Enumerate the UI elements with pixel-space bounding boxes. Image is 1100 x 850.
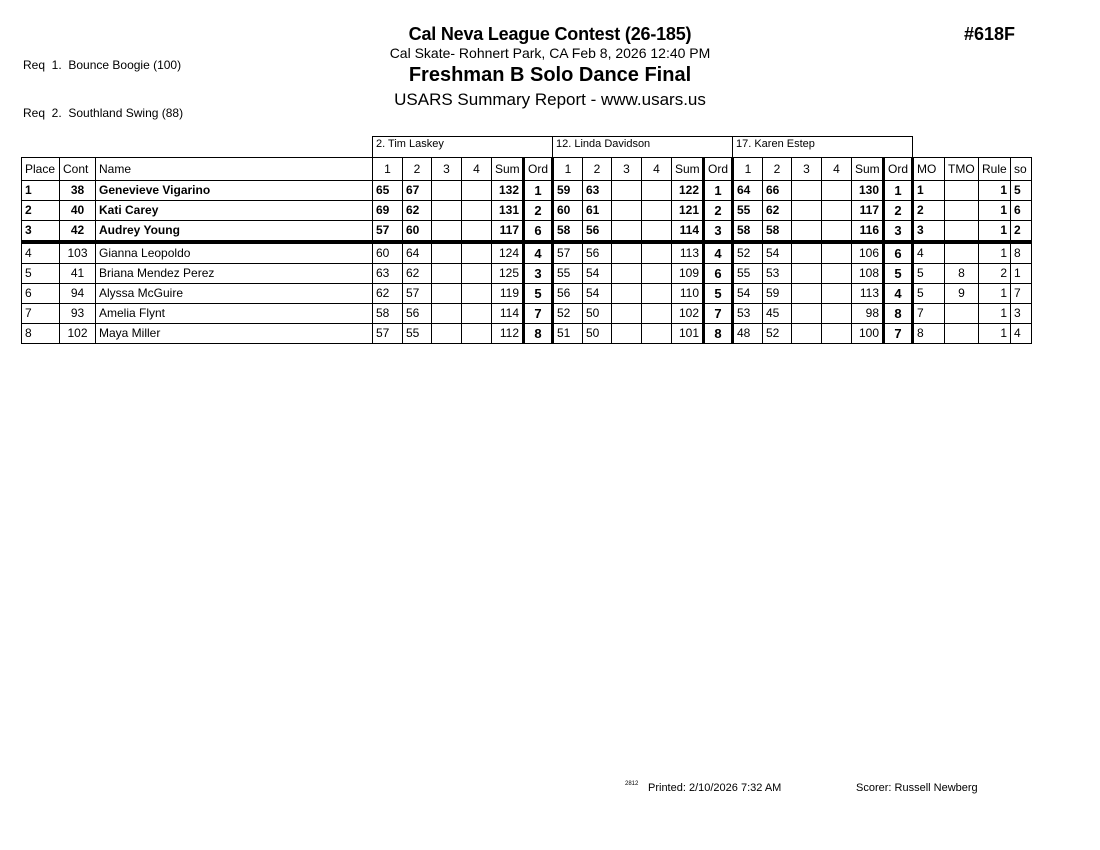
judge-3-ordinal: 4 <box>884 284 913 304</box>
judge-1-score-3 <box>432 181 462 201</box>
judge-1-sum: 124 <box>492 242 524 264</box>
judge-3-score-1: 54 <box>733 284 763 304</box>
so-cell: 4 <box>1011 324 1032 344</box>
place-cell: 6 <box>22 284 60 304</box>
judge-2-score-4 <box>642 242 672 264</box>
judge-2-score-1: 57 <box>553 242 583 264</box>
judge-1-score-4-header: 4 <box>462 158 492 181</box>
judge-3-score-1: 53 <box>733 304 763 324</box>
table-row <box>22 304 1032 324</box>
judge-2-sum: 109 <box>672 264 704 284</box>
judge-2-score-1: 59 <box>553 181 583 201</box>
judge-3-score-3 <box>792 221 822 243</box>
judge-3-score-2: 54 <box>763 242 792 264</box>
judge-1-score-4 <box>462 304 492 324</box>
judge-1-score-2: 56 <box>403 304 432 324</box>
judge-2-ordinal: 2 <box>704 201 733 221</box>
table-row <box>22 324 1032 344</box>
place-cell: 8 <box>22 324 60 344</box>
judge-2-score-3 <box>612 324 642 344</box>
tmo-cell <box>945 304 979 324</box>
judge-1-sum: 112 <box>492 324 524 344</box>
table-row <box>22 181 1032 201</box>
mo-header: MO <box>913 158 945 181</box>
rule-cell: 1 <box>979 181 1011 201</box>
judge-3-ordinal: 2 <box>884 201 913 221</box>
judge-2-score-4 <box>642 201 672 221</box>
judge-1-sum: 131 <box>492 201 524 221</box>
judge-1-score-4 <box>462 264 492 284</box>
judge-3-ordinal: 5 <box>884 264 913 284</box>
judge-1-score-3 <box>432 221 462 243</box>
judge-header-row <box>22 137 1032 158</box>
judge-2-score-2: 54 <box>583 284 612 304</box>
place-cell: 5 <box>22 264 60 284</box>
judge-2-sum: 122 <box>672 181 704 201</box>
judge-3-score-4 <box>822 284 852 304</box>
judge-3-ordinal: 3 <box>884 221 913 243</box>
skater-name: Maya Miller <box>96 324 373 344</box>
tmo-cell <box>945 221 979 243</box>
cont-cell: 93 <box>60 304 96 324</box>
judge-3-sum: 116 <box>852 221 884 243</box>
tmo-cell: 8 <box>945 264 979 284</box>
rule-header: Rule <box>979 158 1011 181</box>
judge-2-name: 12. Linda Davidson <box>553 137 733 158</box>
judge-2-score-2: 50 <box>583 304 612 324</box>
skater-name: Amelia Flynt <box>96 304 373 324</box>
place-cell: 1 <box>22 181 60 201</box>
judge-2-score-1: 60 <box>553 201 583 221</box>
judge-1-score-1: 62 <box>373 284 403 304</box>
rule-cell: 1 <box>979 304 1011 324</box>
judge-3-sum: 98 <box>852 304 884 324</box>
judge-2-score-3 <box>612 242 642 264</box>
so-cell: 1 <box>1011 264 1032 284</box>
judge-2-sum: 121 <box>672 201 704 221</box>
judge-1-name: 2. Tim Laskey <box>373 137 553 158</box>
judge-2-ordinal: 4 <box>704 242 733 264</box>
judge-1-score-4 <box>462 201 492 221</box>
judge-1-score-4 <box>462 181 492 201</box>
judge-1-sum: 114 <box>492 304 524 324</box>
judge-2-score-3-header: 3 <box>612 158 642 181</box>
judge-1-score-1: 65 <box>373 181 403 201</box>
judge-1-sum: 125 <box>492 264 524 284</box>
judge-2-score-4 <box>642 324 672 344</box>
mo-cell: 3 <box>913 221 945 243</box>
judge-1-score-3 <box>432 242 462 264</box>
so-header: so <box>1011 158 1032 181</box>
judge-2-sum: 102 <box>672 304 704 324</box>
judge-1-ordinal: 5 <box>524 284 553 304</box>
judge-1-score-2: 55 <box>403 324 432 344</box>
judge-3-score-3-header: 3 <box>792 158 822 181</box>
mo-cell: 4 <box>913 242 945 264</box>
place-cell: 7 <box>22 304 60 324</box>
judge-1-ordinal: 6 <box>524 221 553 243</box>
judge-2-sum: 114 <box>672 221 704 243</box>
judge-3-name: 17. Karen Estep <box>733 137 913 158</box>
judge-1-score-3 <box>432 264 462 284</box>
skater-name: Audrey Young <box>96 221 373 243</box>
judge-2-score-3 <box>612 284 642 304</box>
judge-1-score-3 <box>432 304 462 324</box>
judge-2-sum-header: Sum <box>672 158 704 181</box>
judge-2-score-1: 58 <box>553 221 583 243</box>
rule-cell: 1 <box>979 242 1011 264</box>
requirement-1: Req 1. Bounce Boogie (100) <box>23 58 182 72</box>
column-header-row <box>22 158 1032 181</box>
judge-3-sum: 100 <box>852 324 884 344</box>
judge-3-score-1: 52 <box>733 242 763 264</box>
report-title: USARS Summary Report - www.usars.us <box>394 90 706 109</box>
judge-2-score-1: 51 <box>553 324 583 344</box>
table-row <box>22 242 1032 264</box>
judge-2-ordinal: 8 <box>704 324 733 344</box>
cont-cell: 94 <box>60 284 96 304</box>
judge-3-sum: 108 <box>852 264 884 284</box>
judge-3-score-2: 45 <box>763 304 792 324</box>
judge-1-score-1: 57 <box>373 221 403 243</box>
judge-1-score-3 <box>432 201 462 221</box>
cont-cell: 42 <box>60 221 96 243</box>
printed-date: Printed: 2/10/2026 7:32 AM <box>648 782 782 794</box>
judge-1-sum: 117 <box>492 221 524 243</box>
skater-name: Gianna Leopoldo <box>96 242 373 264</box>
judge-3-score-3 <box>792 284 822 304</box>
so-cell: 2 <box>1011 221 1032 243</box>
cont-cell: 102 <box>60 324 96 344</box>
judge-2-score-2: 61 <box>583 201 612 221</box>
judge-1-ordinal: 7 <box>524 304 553 324</box>
judge-1-ordinal: 1 <box>524 181 553 201</box>
place-cell: 4 <box>22 242 60 264</box>
so-cell: 7 <box>1011 284 1032 304</box>
so-cell: 5 <box>1011 181 1032 201</box>
judge-2-score-2: 50 <box>583 324 612 344</box>
judge-2-ord-header: Ord <box>704 158 733 181</box>
judge-3-score-2: 62 <box>763 201 792 221</box>
judge-2-score-2-header: 2 <box>583 158 612 181</box>
place-cell: 2 <box>22 201 60 221</box>
judge-3-score-2: 58 <box>763 221 792 243</box>
judge-3-score-3 <box>792 242 822 264</box>
results-table <box>21 136 1032 344</box>
judge-2-score-4 <box>642 284 672 304</box>
judge-3-score-3 <box>792 304 822 324</box>
rule-cell: 1 <box>979 284 1011 304</box>
judge-1-score-4 <box>462 284 492 304</box>
judge-1-ordinal: 4 <box>524 242 553 264</box>
judge-2-score-1: 52 <box>553 304 583 324</box>
table-row <box>22 201 1032 221</box>
tmo-cell <box>945 242 979 264</box>
judge-1-score-1: 69 <box>373 201 403 221</box>
judge-3-ordinal: 6 <box>884 242 913 264</box>
judge-3-score-4 <box>822 304 852 324</box>
judge-1-score-1-header: 1 <box>373 158 403 181</box>
skater-name: Briana Mendez Perez <box>96 264 373 284</box>
mo-cell: 2 <box>913 201 945 221</box>
judge-1-score-2: 60 <box>403 221 432 243</box>
mo-cell: 5 <box>913 284 945 304</box>
judge-1-sum: 119 <box>492 284 524 304</box>
judge-1-score-4 <box>462 242 492 264</box>
judge-2-ordinal: 1 <box>704 181 733 201</box>
so-cell: 3 <box>1011 304 1032 324</box>
judge-3-score-1: 48 <box>733 324 763 344</box>
judge-3-score-1: 55 <box>733 264 763 284</box>
tmo-cell <box>945 181 979 201</box>
judge-3-ordinal: 7 <box>884 324 913 344</box>
table-row <box>22 221 1032 243</box>
skater-name: Kati Carey <box>96 201 373 221</box>
judge-3-score-2: 52 <box>763 324 792 344</box>
judge-3-score-2-header: 2 <box>763 158 792 181</box>
mo-cell: 7 <box>913 304 945 324</box>
judge-2-score-3 <box>612 304 642 324</box>
judge-1-score-1: 58 <box>373 304 403 324</box>
place-header: Place <box>22 158 60 181</box>
judge-3-score-4 <box>822 181 852 201</box>
mo-cell: 5 <box>913 264 945 284</box>
judge-3-sum: 130 <box>852 181 884 201</box>
judge-3-score-4 <box>822 201 852 221</box>
judge-3-score-3 <box>792 181 822 201</box>
judge-2-sum: 101 <box>672 324 704 344</box>
so-cell: 6 <box>1011 201 1032 221</box>
judge-3-score-2: 66 <box>763 181 792 201</box>
judge-2-ordinal: 5 <box>704 284 733 304</box>
judge-2-score-2: 56 <box>583 221 612 243</box>
judge-1-score-2: 67 <box>403 181 432 201</box>
cont-header: Cont <box>60 158 96 181</box>
judge-2-score-2: 56 <box>583 242 612 264</box>
judge-3-ordinal: 1 <box>884 181 913 201</box>
judge-3-score-4 <box>822 264 852 284</box>
rule-cell: 1 <box>979 201 1011 221</box>
judge-3-score-4-header: 4 <box>822 158 852 181</box>
rule-cell: 1 <box>979 221 1011 243</box>
judge-2-score-4 <box>642 221 672 243</box>
judge-2-score-3 <box>612 181 642 201</box>
judge-1-score-3 <box>432 284 462 304</box>
judge-2-score-1: 55 <box>553 264 583 284</box>
tmo-cell <box>945 324 979 344</box>
table-row <box>22 284 1032 304</box>
judge-1-score-2-header: 2 <box>403 158 432 181</box>
place-cell: 3 <box>22 221 60 243</box>
judge-3-score-2: 59 <box>763 284 792 304</box>
judge-1-sum-header: Sum <box>492 158 524 181</box>
judge-3-sum-header: Sum <box>852 158 884 181</box>
judge-1-ordinal: 2 <box>524 201 553 221</box>
judge-2-score-4 <box>642 264 672 284</box>
judge-3-score-1: 58 <box>733 221 763 243</box>
judge-3-score-1: 64 <box>733 181 763 201</box>
judge-3-sum: 113 <box>852 284 884 304</box>
judge-3-score-4 <box>822 221 852 243</box>
cont-cell: 40 <box>60 201 96 221</box>
mo-cell: 1 <box>913 181 945 201</box>
rule-cell: 2 <box>979 264 1011 284</box>
judge-3-score-4 <box>822 242 852 264</box>
judge-1-score-1: 63 <box>373 264 403 284</box>
skater-name: Alyssa McGuire <box>96 284 373 304</box>
event-title: Freshman B Solo Dance Final <box>408 64 692 86</box>
judge-2-score-3 <box>612 221 642 243</box>
judge-1-ord-header: Ord <box>524 158 553 181</box>
event-number: #618F <box>964 24 1016 44</box>
judge-2-score-4-header: 4 <box>642 158 672 181</box>
judge-3-sum: 117 <box>852 201 884 221</box>
so-cell: 8 <box>1011 242 1032 264</box>
judge-3-ordinal: 8 <box>884 304 913 324</box>
judge-1-score-1: 57 <box>373 324 403 344</box>
judge-2-ordinal: 6 <box>704 264 733 284</box>
judge-2-sum: 113 <box>672 242 704 264</box>
judge-1-score-2: 62 <box>403 264 432 284</box>
cont-cell: 38 <box>60 181 96 201</box>
judge-1-score-2: 57 <box>403 284 432 304</box>
judge-1-score-2: 64 <box>403 242 432 264</box>
judge-1-score-2: 62 <box>403 201 432 221</box>
judge-3-score-1-header: 1 <box>733 158 763 181</box>
venue-date: Cal Skate- Rohnert Park, CA Feb 8, 2026 12:40 PM <box>389 45 711 61</box>
cont-cell: 103 <box>60 242 96 264</box>
judge-2-score-2: 54 <box>583 264 612 284</box>
judge-3-ord-header: Ord <box>884 158 913 181</box>
results-body <box>22 137 1032 344</box>
judge-1-score-1: 60 <box>373 242 403 264</box>
cont-cell: 41 <box>60 264 96 284</box>
judge-1-score-4 <box>462 221 492 243</box>
tmo-header: TMO <box>945 158 979 181</box>
judge-2-score-3 <box>612 201 642 221</box>
rule-cell: 1 <box>979 324 1011 344</box>
contest-title: Cal Neva League Contest (26-185) <box>408 24 692 44</box>
judge-3-sum: 106 <box>852 242 884 264</box>
mo-cell: 8 <box>913 324 945 344</box>
tmo-cell <box>945 201 979 221</box>
judge-1-score-4 <box>462 324 492 344</box>
footer-code: 2812 <box>625 781 639 787</box>
requirement-2: Req 2. Southland Swing (88) <box>23 106 184 120</box>
judge-1-score-3-header: 3 <box>432 158 462 181</box>
judge-3-score-2: 53 <box>763 264 792 284</box>
judge-2-score-3 <box>612 264 642 284</box>
scorer-name: Scorer: Russell Newberg <box>856 782 978 794</box>
judge-1-score-3 <box>432 324 462 344</box>
judge-2-score-2: 63 <box>583 181 612 201</box>
judge-2-sum: 110 <box>672 284 704 304</box>
judge-2-ordinal: 3 <box>704 221 733 243</box>
judge-2-score-1: 56 <box>553 284 583 304</box>
skater-name: Genevieve Vigarino <box>96 181 373 201</box>
judge-2-score-4 <box>642 304 672 324</box>
judge-1-ordinal: 8 <box>524 324 553 344</box>
judge-2-ordinal: 7 <box>704 304 733 324</box>
judge-1-ordinal: 3 <box>524 264 553 284</box>
judge-3-score-3 <box>792 324 822 344</box>
judge-3-score-3 <box>792 264 822 284</box>
table-row <box>22 264 1032 284</box>
judge-3-score-4 <box>822 324 852 344</box>
judge-2-score-1-header: 1 <box>553 158 583 181</box>
judge-3-score-3 <box>792 201 822 221</box>
judge-1-sum: 132 <box>492 181 524 201</box>
judge-2-score-4 <box>642 181 672 201</box>
name-header: Name <box>96 158 373 181</box>
judge-3-score-1: 55 <box>733 201 763 221</box>
tmo-cell: 9 <box>945 284 979 304</box>
